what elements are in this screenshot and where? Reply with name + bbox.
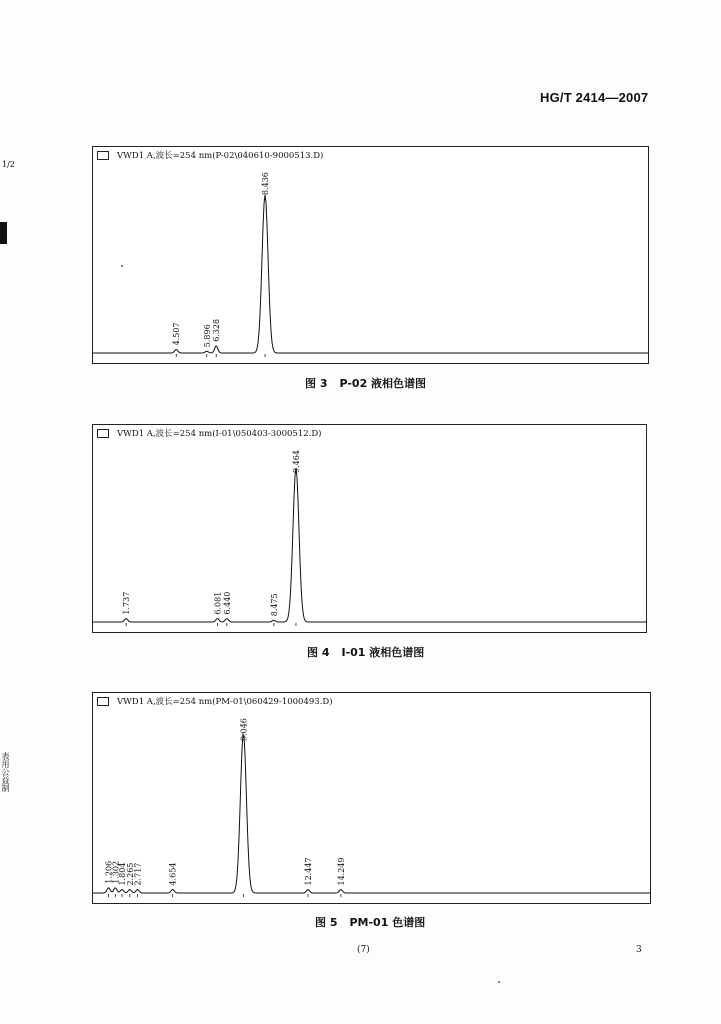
peak-label: 6.328 <box>212 318 222 342</box>
peak-label: 6.440 <box>222 591 232 615</box>
legend-swatch <box>97 697 109 706</box>
peak-label: 8.475 <box>269 593 279 617</box>
peak-label: 1.737 <box>122 591 132 615</box>
chart-legend <box>97 427 321 439</box>
legend-text: VWD1 A,波长=254 nm(I-01\050403-3000512.D) <box>117 429 322 439</box>
chromatogram-pm01 <box>92 692 651 904</box>
figure-caption-3 <box>305 375 426 391</box>
chromatogram-p02 <box>92 146 649 364</box>
scan-speck <box>498 981 500 983</box>
chart-legend <box>97 695 333 707</box>
legend-swatch <box>97 429 109 438</box>
figure-caption-4 <box>307 644 424 660</box>
caption-text: PM-01 色谱图 <box>349 916 426 929</box>
peak-label: 12.447 <box>304 857 314 886</box>
peak-label: 4.654 <box>168 862 178 886</box>
peak-label: 5.896 <box>202 324 212 348</box>
peak-label: 8.436 <box>261 172 271 195</box>
peak-label: 1.302 <box>111 860 121 884</box>
peak-label: 2.717 <box>133 862 143 886</box>
figure-caption-5 <box>315 914 425 930</box>
legend-text: VWD1 A,波长=254 nm(PM-01\060429-1000493.D) <box>117 697 333 707</box>
legend-text: VWD1 A,波长=254 nm(P-02\040610-9000513.D) <box>117 151 324 161</box>
peak-label: 2.265 <box>125 862 135 886</box>
chart-legend <box>97 149 323 161</box>
margin-vertical-text: 表用公益制 <box>1 752 10 792</box>
side-page-number: 3 <box>636 945 642 955</box>
peak-label: 14.249 <box>336 857 346 886</box>
margin-mark <box>0 222 7 244</box>
peak-label: 1.206 <box>104 860 114 884</box>
peak-label: 6.081 <box>213 591 223 615</box>
chromatogram-plot <box>93 147 648 363</box>
scan-speck <box>121 265 123 267</box>
caption-text: I-01 液相色谱图 <box>341 646 425 659</box>
peak-label: 9.046 <box>239 718 249 741</box>
caption-text: P-02 液相色谱图 <box>339 377 427 390</box>
peak-label: 4.507 <box>172 322 182 346</box>
margin-fraction: 1/2 <box>2 160 15 169</box>
peak-label: 1.804 <box>117 862 127 886</box>
chromatogram-plot <box>93 425 646 632</box>
peak-label: 9.464 <box>291 450 301 473</box>
caption-number: 图 5 <box>315 916 338 929</box>
chromatogram-i01 <box>92 424 647 633</box>
caption-number: 图 4 <box>307 646 330 659</box>
page-number: (7) <box>357 945 370 955</box>
standard-number: HG/T 2414—2007 <box>540 90 649 105</box>
signal-trace <box>93 468 646 622</box>
chromatogram-plot <box>93 693 650 903</box>
legend-swatch <box>97 151 109 160</box>
caption-number: 图 3 <box>305 377 328 390</box>
